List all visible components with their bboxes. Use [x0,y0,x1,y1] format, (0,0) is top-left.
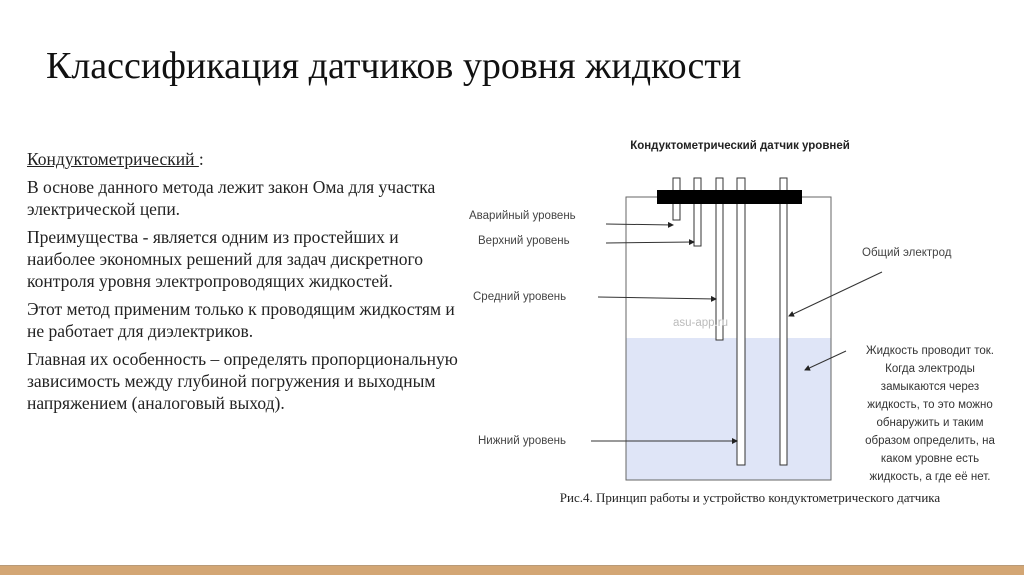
watermark: asu-app.ru [673,317,728,329]
label-emergency: Аварийный уровень [469,210,576,222]
label-upper: Верхний уровень [478,235,570,247]
liquid [626,338,831,480]
note-line: Жидкость проводит ток. [865,345,995,357]
arrow [606,242,694,243]
slide-title: Классификация датчиков уровня жидкости [46,45,742,87]
paragraph: В основе данного метода лежит закон Ома для участка электрической цепи. [27,177,436,219]
figure-caption: Рис.4. Принцип работы и устройство кондуктометрического датчика [559,490,941,505]
figure-title: Кондуктометрический датчик уровней [630,140,850,152]
note-line: каком уровне есть [880,453,980,465]
label-common: Общий электрод [862,247,952,259]
paragraph: Преимущества - является одним из простейших и наиболее экономных решений для задач дискретного контроля уровня электропроводящих жидкостей. [27,227,423,291]
arrow [598,297,716,299]
heading-colon: : [198,149,204,169]
electrode-upper [694,178,701,246]
note-line: замыкаются через [880,381,980,393]
heading-text: Кондуктометрический [27,149,199,169]
arrow [789,272,882,316]
sensor-head [657,190,802,204]
label-lower: Нижний уровень [478,435,566,447]
note-line: жидкость, то это можно [867,399,993,411]
note-line: обнаружить и таким [876,417,984,429]
paragraph: Главная их особенность – определять пропорциональную зависимость между глубиной погружения и выходным напряжением (аналоговый выход). [27,349,458,413]
arrow [606,224,673,225]
note-line: Когда электроды [885,363,975,375]
note-line: жидкость, а где её нет. [869,471,991,483]
label-middle: Средний уровень [473,291,567,303]
note-line: образом определить, на [865,435,995,447]
liquid-note [865,345,995,483]
electrode-lower [737,178,745,465]
paragraph: Этот метод применим только к проводящим жидкостям и не работает для диэлектриков. [27,299,455,341]
electrode-common [780,178,787,465]
